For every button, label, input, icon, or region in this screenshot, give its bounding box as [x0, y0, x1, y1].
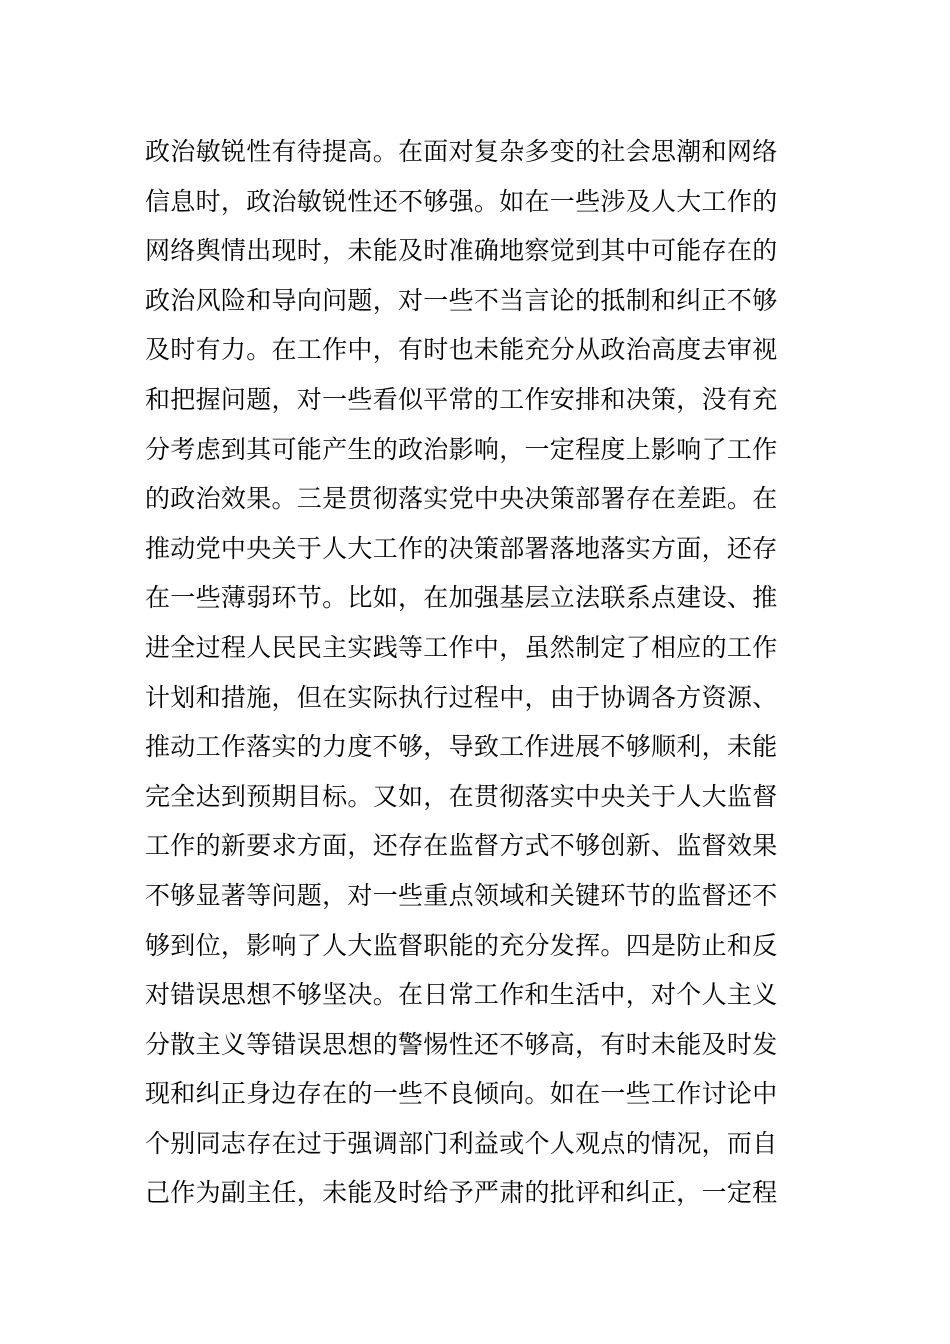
text-line: 推动工作落实的力度不够，导致工作进展不够顺利，未能 — [145, 732, 778, 762]
text-line: 推动党中央关于人大工作的决策部署落地落实方面，还存 — [145, 533, 778, 563]
text-line: 计划和措施，但在实际执行过程中，由于协调各方资源、 — [145, 682, 778, 712]
text-line: 网络舆情出现时，未能及时准确地察觉到其中可能存在的 — [145, 236, 778, 266]
text-line: 个别同志存在过于强调部门利益或个人观点的情况，而自 — [145, 1128, 778, 1158]
body-text — [145, 127, 825, 1218]
text-line: 对错误思想不够坚决。在日常工作和生活中，对个人主义 — [145, 980, 778, 1010]
text-line: 分散主义等错误思想的警惕性还不够高，有时未能及时发 — [145, 1029, 778, 1059]
text-line: 分考虑到其可能产生的政治影响，一定程度上影响了工作 — [145, 434, 778, 464]
text-line: 工作的新要求方面，还存在监督方式不够创新、监督效果 — [145, 831, 778, 861]
text-line: 及时有力。在工作中，有时也未能充分从政治高度去审视 — [145, 335, 778, 365]
text-line: 政治风险和导向问题，对一些不当言论的抵制和纠正不够 — [145, 285, 778, 315]
text-line: 不够显著等问题，对一些重点领域和关键环节的监督还不 — [145, 880, 778, 910]
text-line: 完全达到预期目标。又如，在贯彻落实中央关于人大监督 — [145, 781, 778, 811]
text-line: 进全过程人民民主实践等工作中，虽然制定了相应的工作 — [145, 632, 778, 662]
text-line: 现和纠正身边存在的一些不良倾向。如在一些工作讨论中 — [145, 1079, 778, 1109]
text-line: 和把握问题，对一些看似平常的工作安排和决策，没有充 — [145, 384, 778, 414]
text-line: 的政治效果。三是贯彻落实党中央决策部署存在差距。在 — [145, 484, 778, 514]
text-line: 信息时，政治敏锐性还不够强。如在一些涉及人大工作的 — [145, 186, 778, 216]
text-line: 己作为副主任，未能及时给予严肃的批评和纠正，一定程 — [145, 1178, 778, 1208]
text-line: 在一些薄弱环节。比如，在加强基层立法联系点建设、推 — [145, 583, 778, 613]
text-line: 政治敏锐性有待提高。在面对复杂多变的社会思潮和网络 — [145, 137, 778, 166]
text-line: 够到位，影响了人大监督职能的充分发挥。四是防止和反 — [145, 930, 778, 960]
